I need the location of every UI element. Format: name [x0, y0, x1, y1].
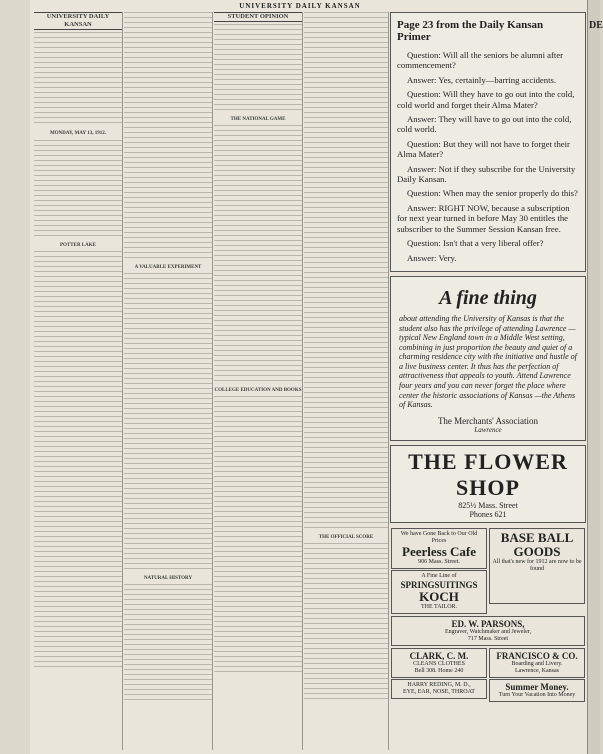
fine-thing-title: A fine thing [439, 286, 537, 309]
flower-shop-address: 825½ Mass. Street [458, 500, 518, 510]
left-margin [0, 0, 30, 754]
harry-name: HARRY REDING, M. D., [407, 681, 471, 688]
parsons-name: ED. W. PARSONS, [451, 618, 525, 629]
clark-role: CLEANS CLOTHES [413, 660, 465, 667]
next-page-edge-text: DE [589, 20, 603, 31]
primer-line: Answer: Yes, certainly—barring accidents. [407, 74, 557, 85]
clark-phone: Bell 308. Home 240 [414, 667, 464, 674]
peerless-ad [391, 528, 487, 569]
primer-ad [390, 12, 586, 272]
francisco-name: FRANCISCO & CO. [496, 650, 578, 661]
primer-line: Question: Isn't that a very liberal offer? [407, 238, 544, 249]
national-game-text [214, 125, 302, 385]
primer-line: Question: But they will not have to forget their Alma Mater? [397, 138, 570, 160]
francisco-ad [489, 648, 585, 678]
primer-line: Question: Will all the seniors be alumni after commencement? [397, 50, 564, 71]
primer-line: Answer: Very. [407, 252, 457, 263]
fine-thing-ad [390, 276, 586, 441]
natural-history-text [124, 584, 212, 704]
column-rule [122, 12, 123, 750]
official-score-heading: THE OFFICIAL SCORE [318, 535, 374, 540]
fine-thing-signature: The Merchants' Association [437, 415, 539, 426]
primer-line: Question: When may the senior properly do this? [407, 188, 578, 199]
editorial-text [34, 140, 122, 240]
potter-lake-heading: POTTER LAKE [60, 243, 96, 248]
next-page-edge [587, 0, 603, 754]
valuable-experiment-heading: A VALUABLE EXPERIMENT [134, 265, 202, 270]
potter-lake-text [34, 251, 122, 671]
natural-history-heading: NATURAL HISTORY [143, 576, 193, 581]
francisco-role: Boarding and Livery. [511, 660, 563, 667]
koch-line: A Fine Line of [421, 572, 457, 579]
student-opinion-heading: STUDENT OPINION [214, 12, 302, 22]
harry-role: EYE, EAR, NOSE, THROAT [403, 688, 475, 695]
base-ball-sub: All that's new for 1912 are now to be found [492, 558, 582, 572]
running-head: UNIVERSITY DAILY KANSAN [239, 2, 361, 10]
national-game-heading: THE NATIONAL GAME [230, 117, 286, 122]
column-4-text-2 [304, 543, 388, 703]
base-ball-ad [489, 528, 585, 604]
column-1 [34, 12, 122, 752]
summer-money-box: Turn Your Vacation Into Money [498, 691, 576, 698]
koch-suitings: SPRINGSUITINGS [400, 579, 478, 590]
peerless-top: We have Gone Back to Our Old Prices [400, 530, 478, 544]
college-education-text [214, 396, 302, 676]
staff-list [34, 32, 122, 127]
peerless-address: 906 Mass. Street. [418, 558, 460, 565]
flower-shop-title: THE FLOWER SHOP [408, 448, 568, 500]
primer-line: Answer: RIGHT NOW, because a subscription for next year turned in before May 30 entitles the subscriber to the Summer Session Kansan free. [397, 202, 570, 234]
parsons-role: Engraver, Watchmaker and Jeweler, [444, 628, 532, 635]
primer-line: Answer: They will have to go out into the cold, cold world. [397, 114, 572, 135]
summer-money-ad [489, 679, 585, 702]
column-rule [388, 12, 389, 750]
fine-thing-place: Lawrence [474, 425, 502, 434]
column-4 [304, 12, 388, 752]
clark-ad [391, 648, 487, 678]
small-ads-row-2 [390, 647, 586, 703]
primer-title: Page 23 from the Daily Kansan Primer [397, 19, 544, 43]
clark-name: CLARK, C. M. [409, 650, 469, 661]
column-rule [302, 12, 303, 750]
primer-line: Answer: Not if they subscribe for the University Daily Kansan. [397, 163, 576, 185]
column-2-text [124, 12, 212, 262]
advertisements [390, 12, 586, 752]
small-ads-row-1 [390, 527, 586, 615]
parsons-address: 717 Mass. Street [467, 635, 509, 642]
base-ball-title: BASE BALL GOODS [500, 529, 574, 559]
summer-money-title: Summer Money. [505, 681, 569, 692]
peerless-name: Peerless Cafe [402, 543, 476, 559]
fine-thing-body: about attending the University of Kansas is that the student also has the privilege of attending Lawrence —typical New England town in a Middle West setting, combining in just proportion the beauty and quiet of a charming residence city with the initiative and hustle of a live business center. It thus has the perfection of attractiveness that appeals to youth. Attend Lawrence four years and you can never forget the place where center the historic associations of Kansas —the Athens of Kansas. [399, 313, 577, 410]
opinion-text [214, 24, 302, 114]
flower-shop-ad [390, 445, 586, 523]
column-rule [212, 12, 213, 750]
francisco-address: Lawrence, Kansas [515, 667, 559, 674]
harry-ad [391, 679, 487, 699]
column-2 [124, 12, 212, 752]
column-3 [214, 12, 302, 752]
masthead: UNIVERSITY DAILY KANSAN [34, 12, 122, 30]
college-education-heading: COLLEGE EDUCATION AND BOOKS [214, 388, 302, 393]
koch-name: KOCH [419, 588, 459, 604]
parsons-ad [391, 616, 585, 646]
flower-shop-phone: Phones 621 [469, 509, 507, 519]
column-4-text [304, 12, 388, 532]
koch-role: THE TAILOR. [420, 603, 458, 610]
dateline: MONDAY, MAY 13, 1912. [50, 131, 106, 136]
primer-line: Question: Will they have to go out into the cold, cold world and forget their Alma Mater? [397, 89, 575, 110]
experiment-text [124, 273, 212, 573]
koch-ad [391, 570, 487, 614]
